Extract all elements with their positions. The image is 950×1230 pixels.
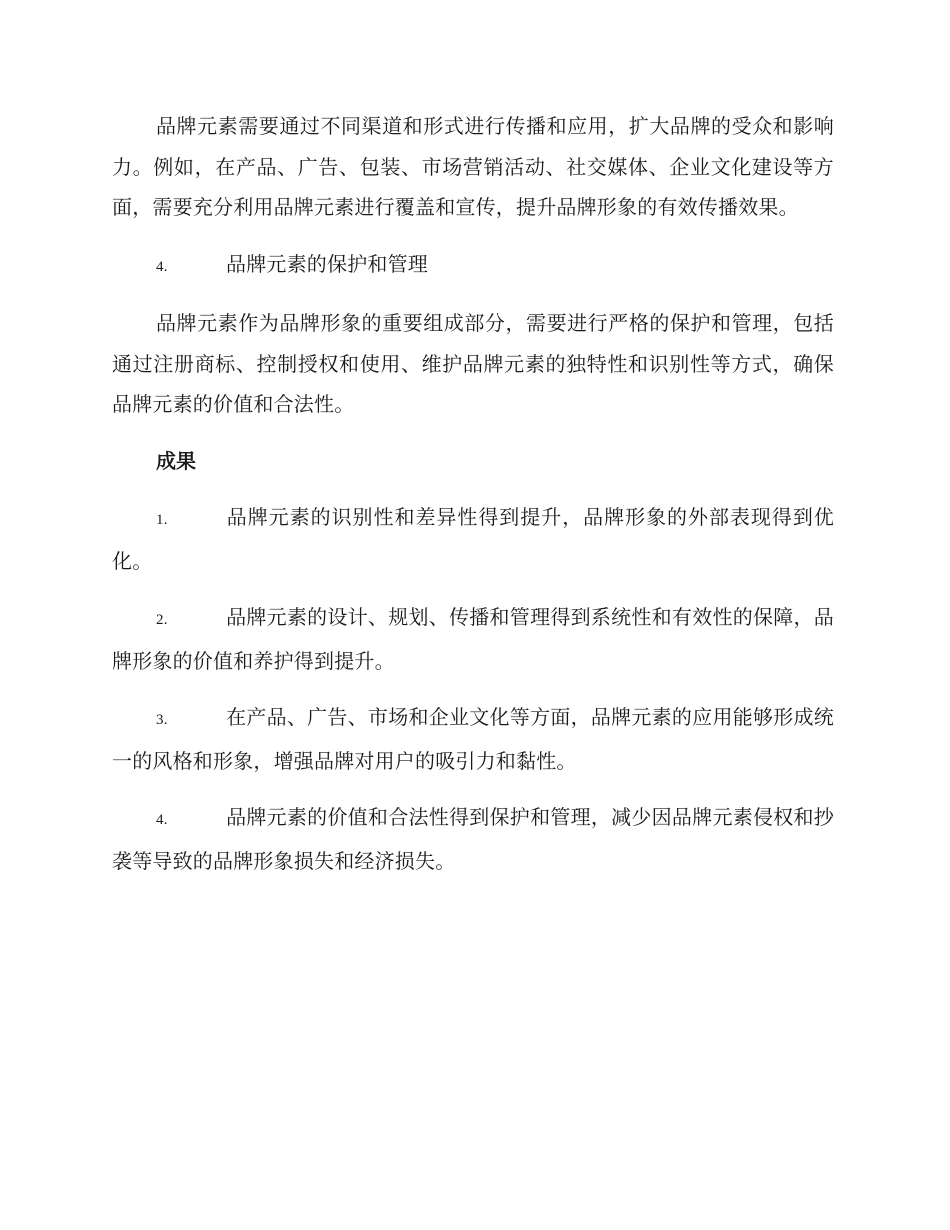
result-item-2 <box>112 597 834 681</box>
document-page <box>112 106 834 897</box>
result-item-3-text: 在产品、广告、市场和企业文化等方面，品牌元素的应用能够形成统一的风格和形象，增强品牌对用户的吸引力和黏性。 <box>112 705 834 773</box>
result-item-3-number: 3. <box>156 712 168 728</box>
section-4-number: 4. <box>156 258 168 275</box>
section-4-title: 品牌元素的保护和管理 <box>226 251 428 276</box>
result-item-1 <box>112 497 834 581</box>
result-item-2-text: 品牌元素的设计、规划、传播和管理得到系统性和有效性的保障，品牌形象的价值和养护得到提升。 <box>112 605 834 673</box>
result-item-4 <box>112 797 834 881</box>
result-item-1-number: 1. <box>156 512 168 528</box>
paragraph-brand-dissemination: 品牌元素需要通过不同渠道和形式进行传播和应用，扩大品牌的受众和影响力。例如，在产品、广告、包装、市场营销活动、社交媒体、企业文化建设等方面，需要充分利用品牌元素进行覆盖和宣传，提升品牌形象的有效传播效果。 <box>112 114 834 219</box>
paragraph-brand-protection: 品牌元素作为品牌形象的重要组成部分，需要进行严格的保护和管理，包括通过注册商标、控制授权和使用、维护品牌元素的独特性和识别性等方式，确保品牌元素的价值和合法性。 <box>112 311 834 416</box>
result-item-2-number: 2. <box>156 612 168 628</box>
results-heading: 成果 <box>156 448 196 473</box>
result-item-4-text: 品牌元素的价值和合法性得到保护和管理，减少因品牌元素侵权和抄袭等导致的品牌形象损失和经济损失。 <box>112 805 834 873</box>
result-item-4-number: 4. <box>156 812 168 828</box>
result-item-1-text: 品牌元素的识别性和差异性得到提升，品牌形象的外部表现得到优化。 <box>112 505 834 573</box>
result-item-3 <box>112 697 834 781</box>
section-4-heading <box>112 244 834 288</box>
